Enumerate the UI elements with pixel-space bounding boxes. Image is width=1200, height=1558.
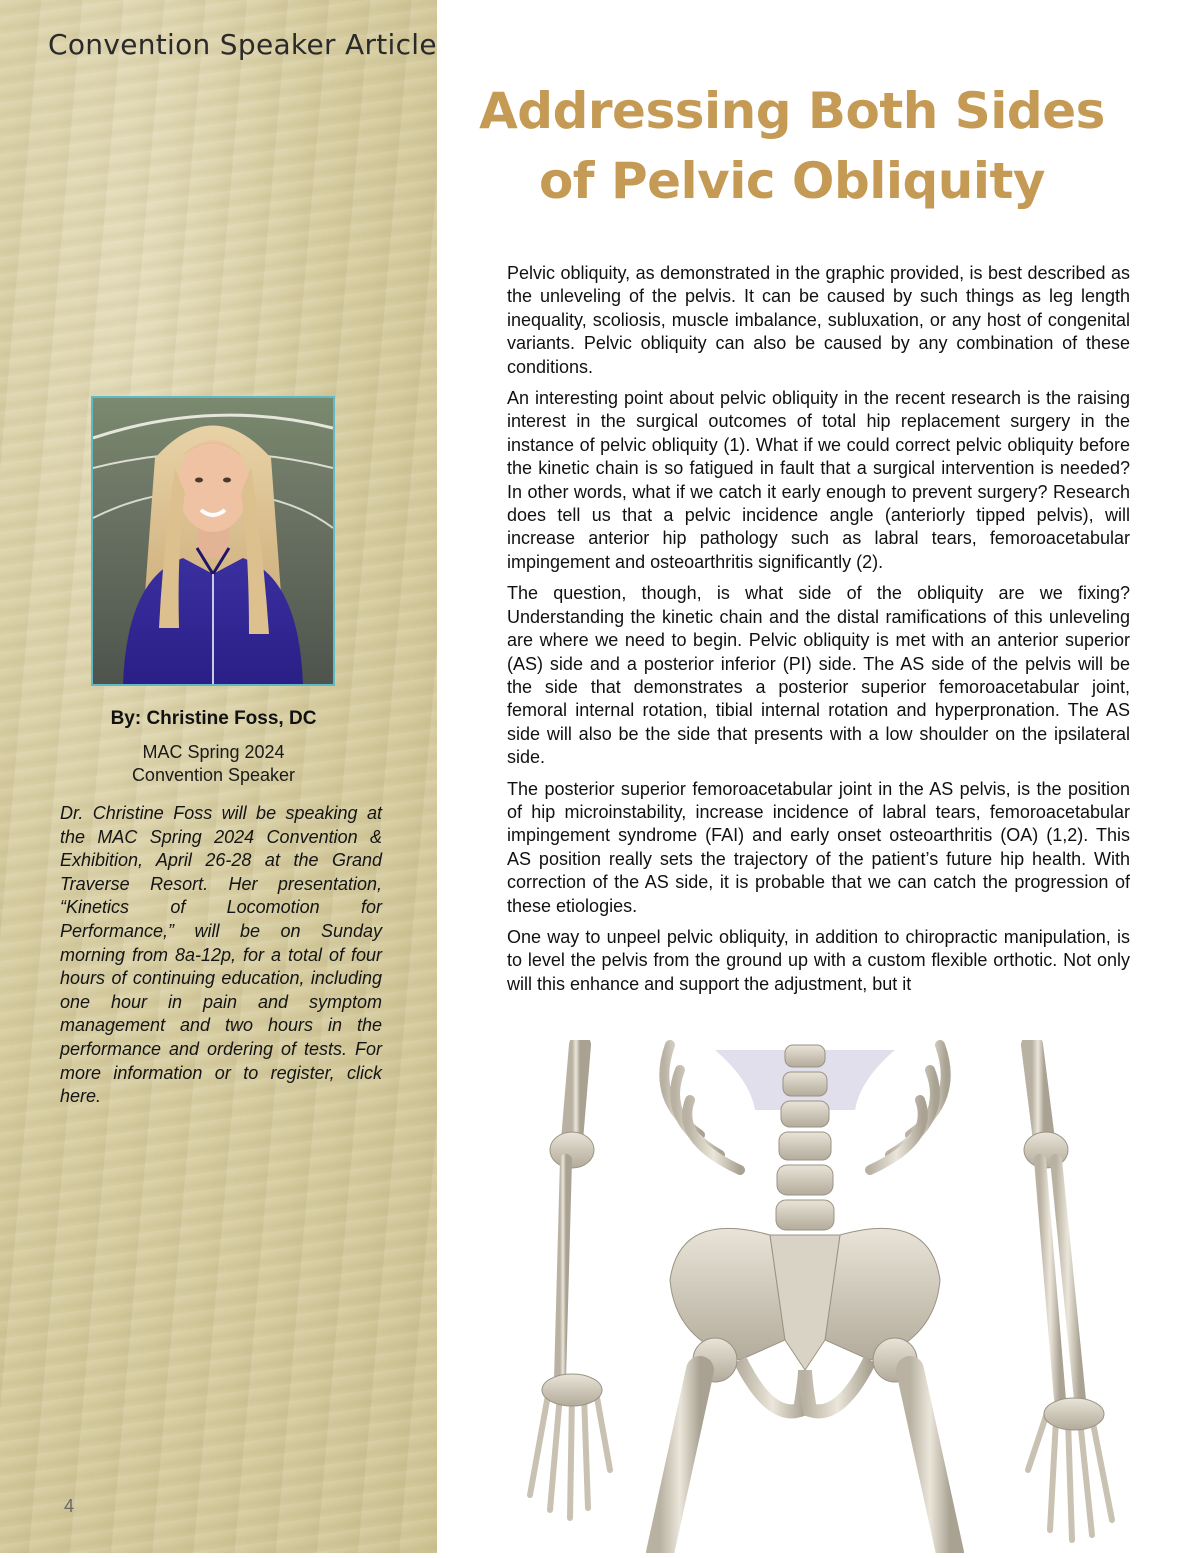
- section-label: Convention Speaker Article: [48, 28, 437, 61]
- author-photo: [91, 396, 335, 686]
- sidebar: [0, 0, 437, 1553]
- subtitle-line-2: Convention Speaker: [131, 765, 296, 785]
- subtitle-line-1: MAC Spring 2024: [142, 742, 285, 762]
- author-byline: By: Christine Foss, DC: [110, 708, 317, 729]
- article-body: [507, 262, 1130, 1004]
- page-number: 4: [64, 1496, 75, 1516]
- article-title: [437, 76, 1147, 216]
- title-line-1: Addressing Both Sides: [479, 82, 1105, 140]
- article-paragraph: One way to unpeel pelvic obliquity, in addition to chiropractic manipulation, is to level the pelvis from the ground up with a custom flexible orthotic. Not only will this enhance and support the adjustment, but it: [507, 926, 1130, 994]
- article-paragraph: The question, though, is what side of the obliquity are we fixing? Understanding the kinetic chain and the distal ramifications of this unleveling are where we need to begin. Pelvic obliquity is met with an anterior superior (AS) side and a posterior inferior (PI) side. The AS side of the pelvis will be the side that demonstrates a posterior superior femoroacetabular joint, femoral internal rotation, tibial internal rotation and hyperpronation. The AS side will also be the side that presents with a low shoulder on the ipsilateral side.: [507, 583, 1130, 768]
- article-paragraph: The posterior superior femoroacetabular joint in the AS pelvis, is the position of hip microinstability, increase incidence of labral tears, femoroacetabular impingement syndrome (FAI) and early onset osteoarthritis (OA) (1,2). This AS position really sets the trajectory of the patient’s future hip health. With correction of the AS side, it is probable that we can catch the progression of these etiologies.: [507, 778, 1130, 916]
- title-line-2: of Pelvic Obliquity: [538, 152, 1046, 210]
- author-bio[interactable]: Dr. Christine Foss will be speaking at the MAC Spring 2024 Convention & Exhibition, April 26-28 at the Grand Traverse Resort. Her presentation, “Kinetics of Locomotion for Performance,” will be on Sunday morning from 8a-12p, for a total of four hours of continuing education, including one hour in pain and symptom management and two hours in the performance and ordering of tests. For more information or to register, click here.: [60, 803, 382, 1107]
- article-paragraph: An interesting point about pelvic obliquity in the recent research is the raising interest in the surgical outcomes of total hip replacement surgery in the instance of pelvic obliquity (1). What if we could correct pelvic obliquity before the kinetic chain is so fatigued in fault that a surgical intervention is needed? In other words, what if we catch it early enough to prevent surgery? Research does tell us that a pelvic incidence angle (anteriorly tipped pelvis), will increase anterior hip pathology such as labral tears, femoroacetabular impingement and osteoarthritis significantly (2).: [507, 388, 1130, 572]
- skeleton-illustration: [500, 1040, 1160, 1553]
- article-paragraph: Pelvic obliquity, as demonstrated in the graphic provided, is best described as the unleveling of the pelvis. It can be caused by such things as leg length inequality, scoliosis, muscle imbalance, subluxation, or any host of congenital variants. Pelvic obliquity can also be caused by any combination of these conditions.: [507, 263, 1130, 377]
- author-subtitle: [0, 741, 427, 787]
